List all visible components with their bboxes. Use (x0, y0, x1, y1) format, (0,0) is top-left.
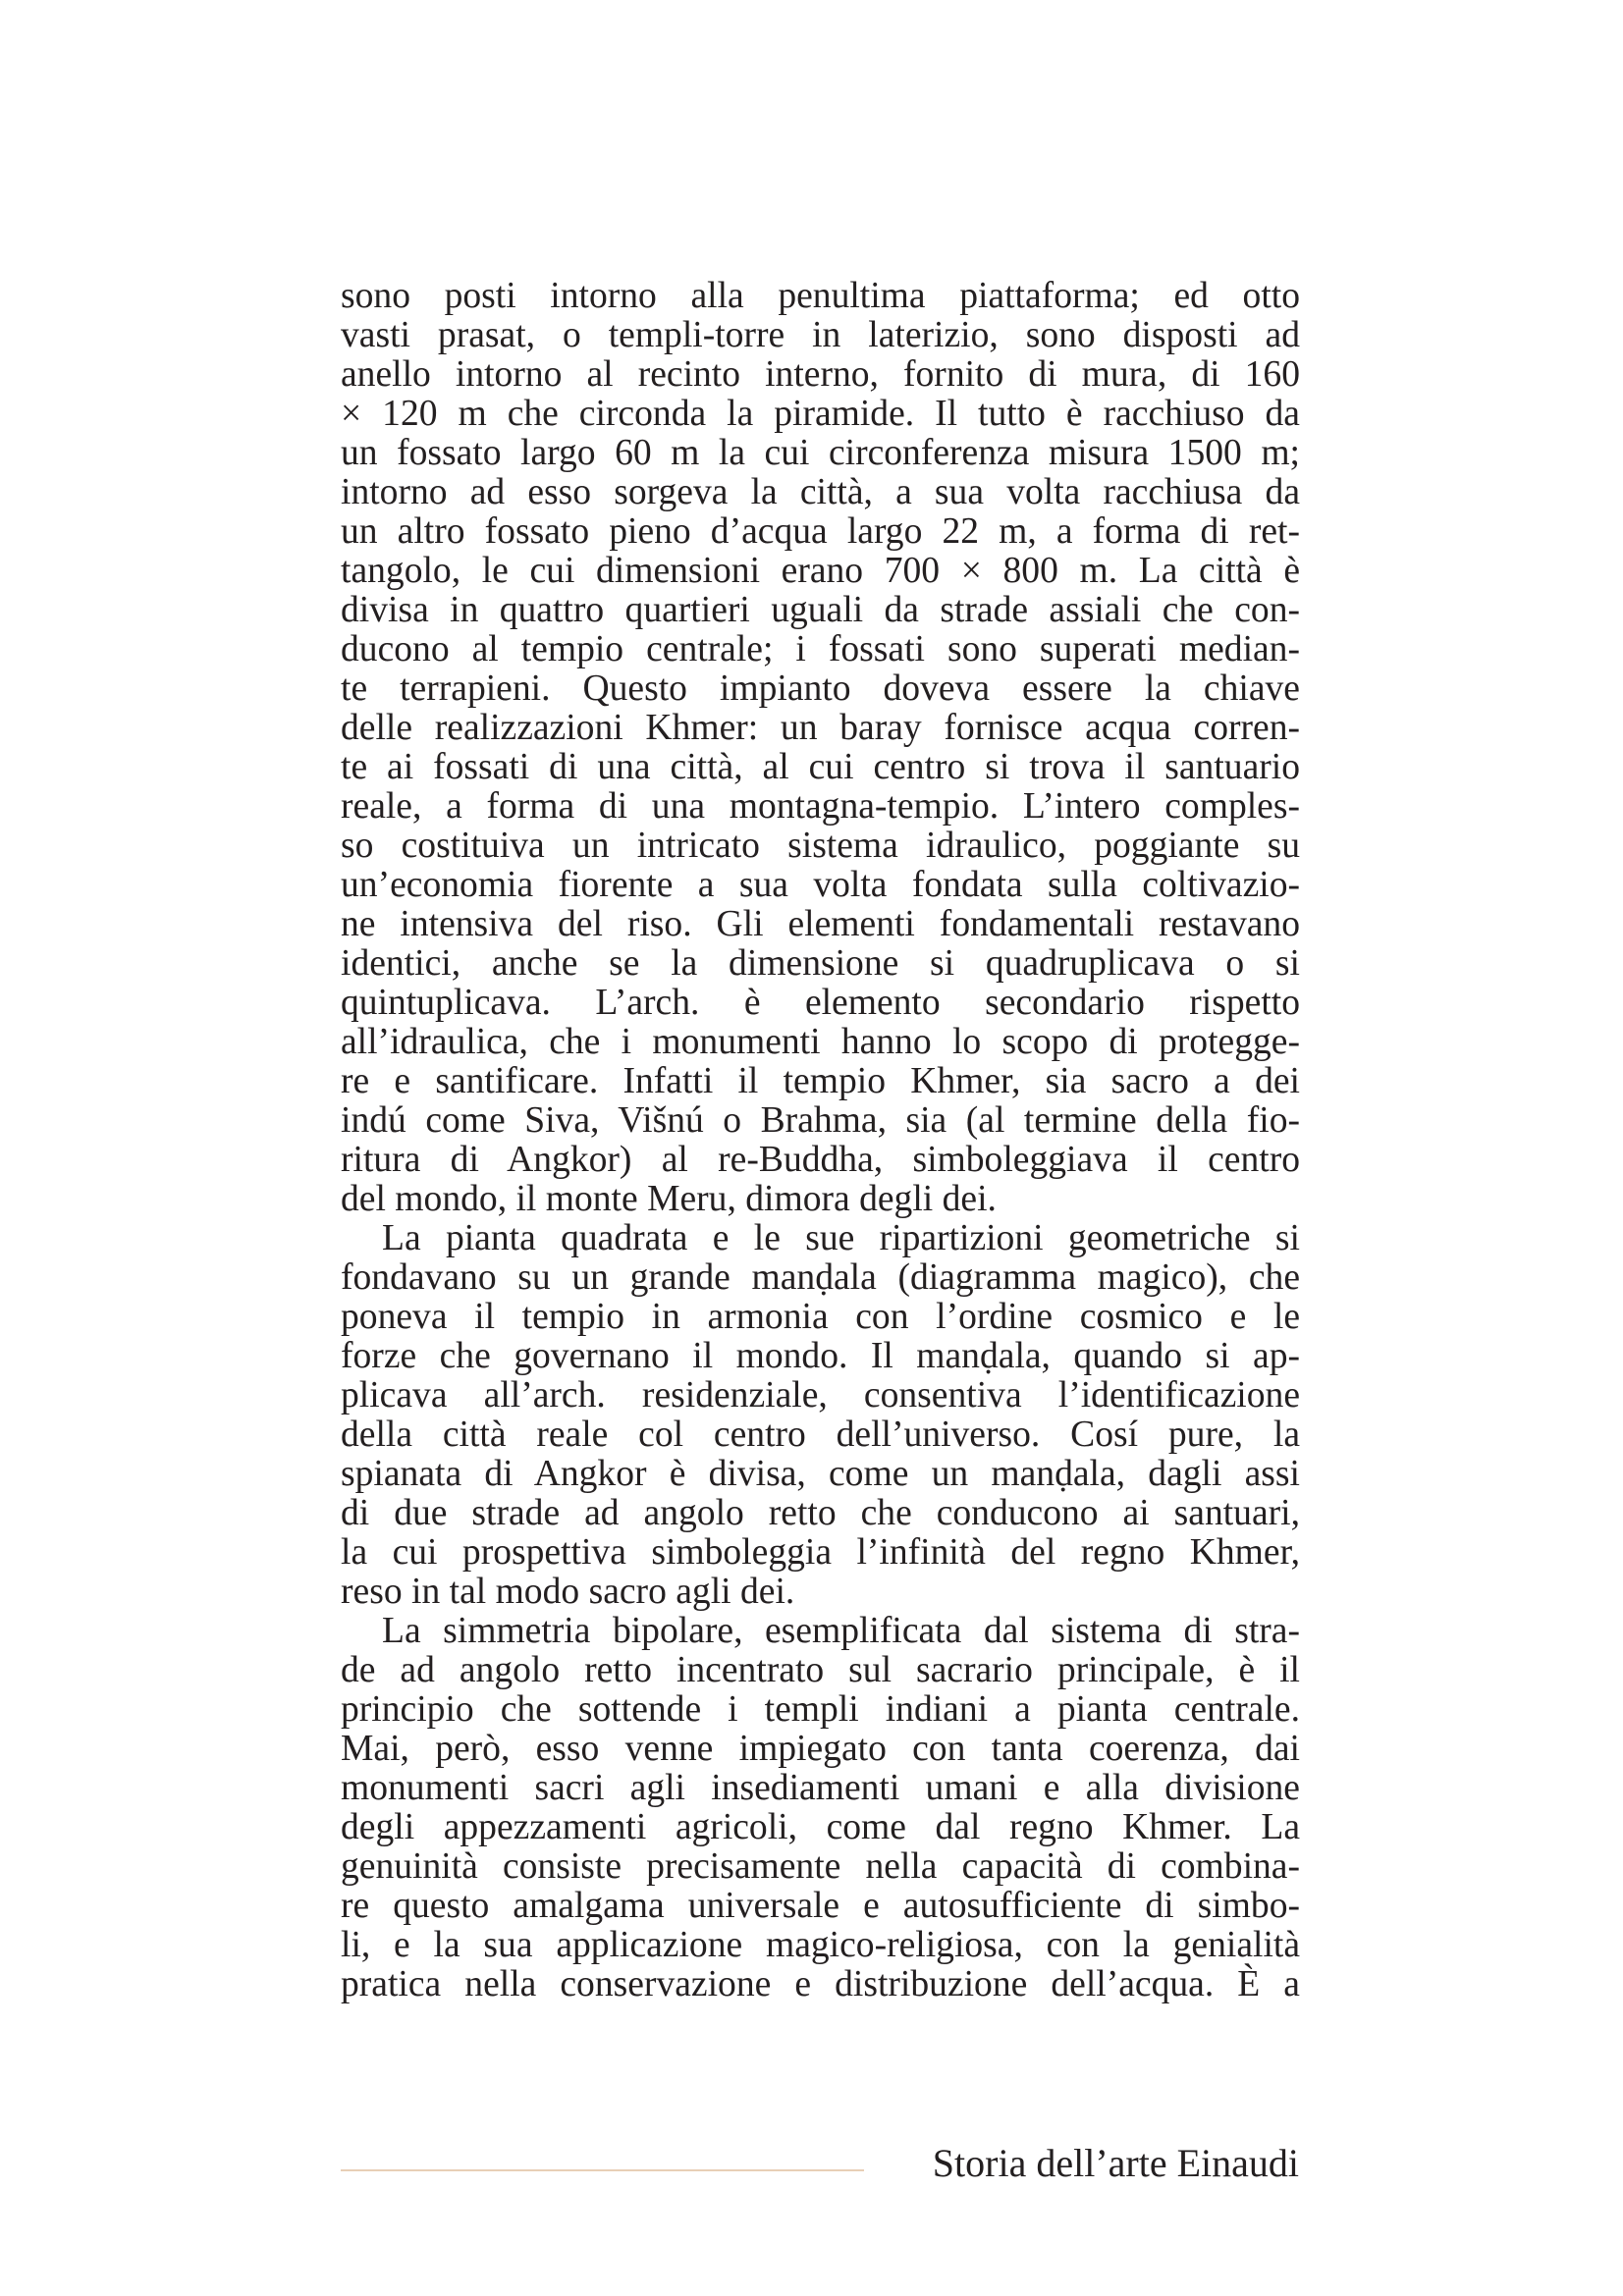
text-line: so costituiva un intricato sistema idraulico, poggiante su (341, 826, 1300, 866)
text-line: quintuplicava. L’arch. è elemento secondario rispetto (341, 983, 1300, 1023)
text-line: del mondo, il monte Meru, dimora degli dei. (341, 1179, 997, 1219)
text-line: spianata di Angkor è divisa, come un manḍala, dagli assi (341, 1454, 1300, 1494)
text-line: reso in tal modo sacro agli dei. (341, 1572, 795, 1612)
footer-label: Storia dell’arte Einaudi (932, 2141, 1299, 2185)
text-line: tangolo, le cui dimensioni erano 700 × 800 m. La città è (341, 551, 1300, 591)
text-line: anello intorno al recinto interno, fornito di mura, di 160 (341, 354, 1300, 395)
text-line: un fossato largo 60 m la cui circonferenza misura 1500 m; (341, 433, 1300, 473)
text-line: identici, anche se la dimensione si quadruplicava o si (341, 943, 1300, 984)
text-line: de ad angolo retto incentrato sul sacrario principale, è il (341, 1650, 1300, 1690)
text-line: vasti prasat, o templi-torre in laterizio, sono disposti ad (341, 315, 1300, 355)
text-line: La simmetria bipolare, esemplificata dal sistema di stra- (382, 1611, 1300, 1651)
text-line: li, e la sua applicazione magico-religiosa, con la genialità (341, 1925, 1300, 1965)
text-line: re questo amalgama universale e autosufficiente di simbo- (341, 1886, 1300, 1926)
body-text (341, 277, 1300, 2004)
text-line: te terrapieni. Questo impianto doveva essere la chiave (341, 668, 1300, 709)
text-line: ritura di Angkor) al re-Buddha, simboleggiava il centro (341, 1140, 1300, 1180)
text-line: indú come Siva, Višnú o Brahma, sia (al termine della fio- (341, 1100, 1300, 1141)
text-line: monumenti sacri agli insediamenti umani e alla divisione (341, 1768, 1300, 1808)
text-line: poneva il tempio in armonia con l’ordine cosmico e le (341, 1297, 1300, 1337)
text-line: forze che governano il mondo. Il manḍala, quando si ap- (341, 1336, 1300, 1376)
text-line: all’idraulica, che i monumenti hanno lo scopo di protegge- (341, 1022, 1300, 1062)
text-line: × 120 m che circonda la piramide. Il tutto è racchiuso da (341, 394, 1300, 434)
text-line: fondavano su un grande manḍala (diagramma magico), che (341, 1257, 1300, 1298)
text-line: sono posti intorno alla penultima piattaforma; ed otto (341, 276, 1300, 316)
text-line: di due strade ad angolo retto che conducono ai santuari, (341, 1493, 1300, 1533)
text-line: della città reale col centro dell’universo. Cosí pure, la (341, 1415, 1300, 1455)
text-line: Mai, però, esso venne impiegato con tanta coerenza, dai (341, 1729, 1300, 1769)
text-line: la cui prospettiva simboleggia l’infinità del regno Khmer, (341, 1532, 1300, 1573)
text-line: divisa in quattro quartieri uguali da strade assiali che con- (341, 590, 1300, 630)
text-line: delle realizzazioni Khmer: un baray fornisce acqua corren- (341, 708, 1300, 748)
text-line: re e santificare. Infatti il tempio Khmer, sia sacro a dei (341, 1061, 1300, 1101)
text-line: ne intensiva del riso. Gli elementi fondamentali restavano (341, 904, 1300, 944)
text-line: genuinità consiste precisamente nella capacità di combina- (341, 1846, 1300, 1887)
text-line: te ai fossati di una città, al cui centro si trova il santuario (341, 747, 1300, 787)
footer-divider (341, 2169, 864, 2171)
text-line: intorno ad esso sorgeva la città, a sua volta racchiusa da (341, 472, 1300, 512)
text-line: La pianta quadrata e le sue ripartizioni geometriche si (382, 1218, 1300, 1258)
text-line: plicava all’arch. residenziale, consentiva l’identificazione (341, 1375, 1300, 1415)
text-line: un altro fossato pieno d’acqua largo 22 m, a forma di ret- (341, 511, 1300, 552)
text-line: pratica nella conservazione e distribuzione dell’acqua. È a (341, 1964, 1300, 2004)
text-line: reale, a forma di una montagna-tempio. L’intero comples- (341, 786, 1300, 827)
text-line: principio che sottende i templi indiani a pianta centrale. (341, 1689, 1300, 1730)
text-line: un’economia fiorente a sua volta fondata sulla coltivazio- (341, 865, 1300, 905)
text-line: ducono al tempio centrale; i fossati sono superati median- (341, 629, 1300, 669)
text-line: degli appezzamenti agricoli, come dal regno Khmer. La (341, 1807, 1300, 1847)
